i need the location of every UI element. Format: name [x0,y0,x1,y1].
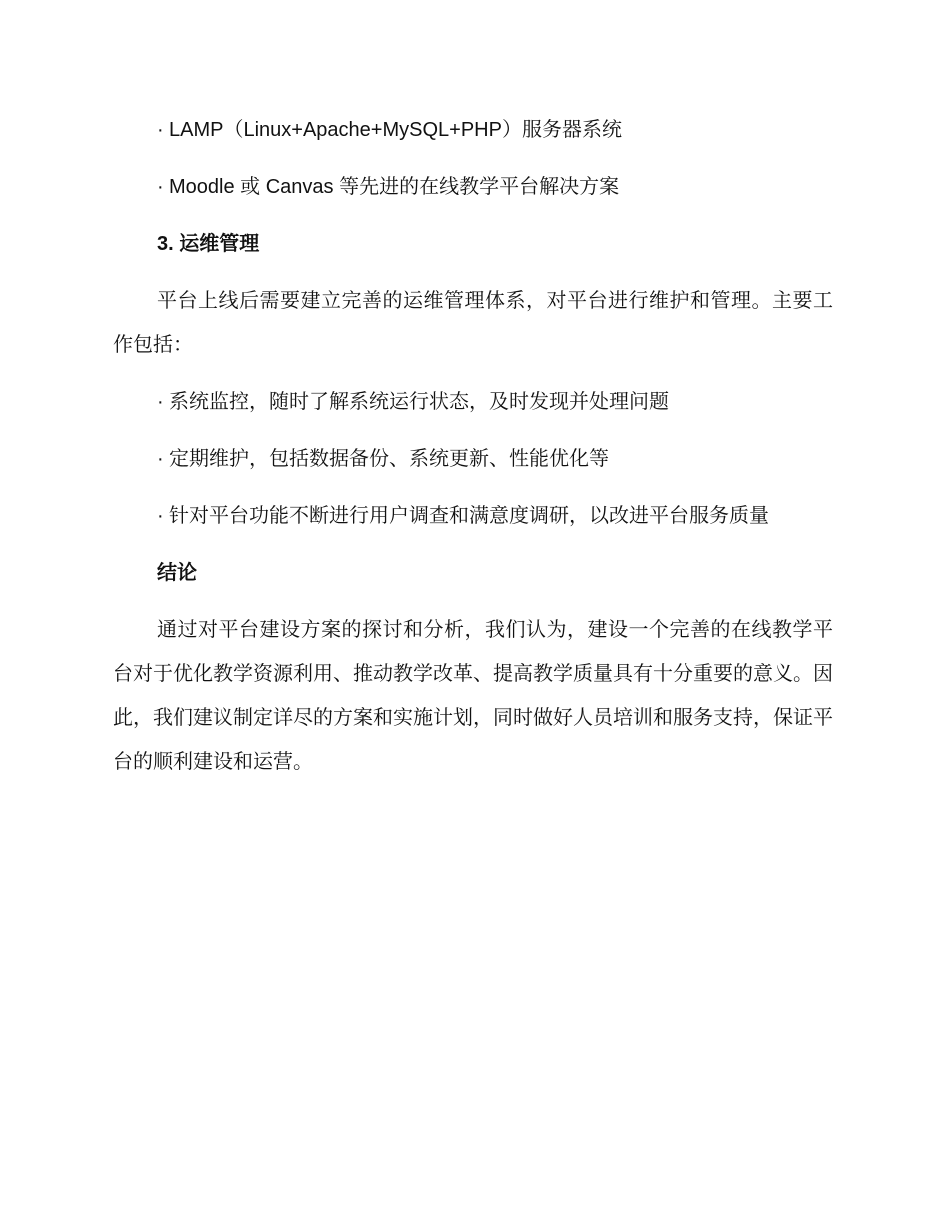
bullet-item-monitoring [113,380,833,424]
bullet-dot: · [157,505,164,527]
bullet-dot: · [157,119,164,141]
bullet-text: 针对平台功能不断进行用户调查和满意度调研，以改进平台服务质量 [169,505,769,527]
paragraph-conclusion: 通过对平台建设方案的探讨和分析，我们认为，建设一个完善的在线教学平台对于优化教学资源利用、推动教学改革、提高教学质量具有十分重要的意义。因此，我们建议制定详尽的方案和实施计划，同时做好人员培训和服务支持，保证平台的顺利建设和运营。 [113,619,833,773]
bullet-text: LAMP（Linux+Apache+MySQL+PHP）服务器系统 [169,119,622,141]
bullet-text: 定期维护，包括数据备份、系统更新、性能优化等 [169,448,609,470]
bullet-dot: · [157,448,164,470]
document-body [113,108,833,797]
bullet-item-moodle [113,165,833,209]
bullet-item-maintenance [113,437,833,481]
section-heading-operations: 3. 运维管理 [157,233,260,255]
paragraph-operations-intro: 平台上线后需要建立完善的运维管理体系，对平台进行维护和管理。主要工作包括： [113,290,833,356]
section-heading-conclusion: 结论 [157,562,197,584]
bullet-dot: · [157,391,164,413]
bullet-text: Moodle 或 Canvas 等先进的在线教学平台解决方案 [169,176,620,198]
bullet-item-lamp [113,108,833,152]
bullet-dot: · [157,176,164,198]
bullet-text: 系统监控，随时了解系统运行状态，及时发现并处理问题 [169,391,669,413]
bullet-item-survey [113,494,833,538]
